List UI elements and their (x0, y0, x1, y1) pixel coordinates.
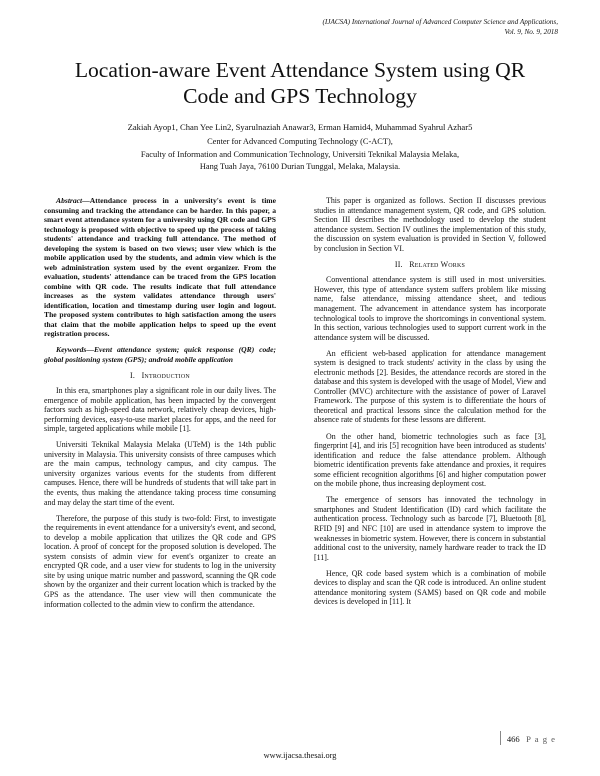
right-column (314, 196, 546, 613)
page-number-value: 466 (506, 734, 520, 744)
section-number: I. (130, 370, 136, 380)
title-line-2: Code and GPS Technology (183, 84, 417, 108)
title-line-1: Location-aware Event Attendance System using QR (74, 58, 526, 82)
section-heading-related-works (314, 260, 546, 270)
page-label: P a g e (526, 734, 556, 744)
paragraph: The emergence of sensors has innovated the technology in smartphones and Student Identification (ID) card which facilitate the authentication process. Technology such as barcode [7], Bluetooth [8], RFID [9] and NFC [10] are used in attendance system to improve the weaknesses in biometric system. However, there is concern in substantial additional cost to the university, namely hardware reader to track the ID [11]. (314, 495, 546, 562)
affiliation-line-2: Faculty of Information and Communication Technology, Universiti Teknikal Malaysia Melaka, (140, 149, 460, 159)
journal-name: (IJACSA) International Journal of Advanced Computer Science and Applications, (322, 18, 558, 26)
paragraph: An efficient web-based application for attendance management system is designed to track students' activity in the class by using the electronic methods [2]. Besides, the attendance records are stored in the database and this system is developed with the usage of Model, View and Controller (MVC) architecture with the assistance of power of Laravel Framework. The purpose of this system is to differentiate the hours of theoretical and practical lessons since the calculation method for the absence rate of students for these lessons are different. (314, 348, 546, 425)
paragraph: In this era, smartphones play a significant role in our daily lives. The emergence of mobile application, has been impacted by the convergent factors such as high-speed data network, relatively cheap devices, high-performing devices, easy-to-use market places for apps, and the need for simple, targeted applications while mobile [1]. (44, 386, 276, 434)
paragraph: Therefore, the purpose of this study is two-fold: First, to investigate the requirements in event attendance for a university's event, and second, to develop a mobile application that utilizes the QR code and GPS location. A proof of concept for the proposed solution is developed. The system consists of admin view for event's organizer to create an encrypted QR code, and a user view for students to log in the university site by using unique matric number and password, scanning the QR code shown by the organizer and their current location which is tracked by the GPS as the attendance. The user view will then communicate the information collected to the admin view to confirm the attendance. (44, 513, 276, 609)
left-column (44, 196, 276, 616)
paper-title (40, 57, 560, 109)
page-number (507, 734, 556, 744)
footer-url[interactable]: www.ijacsa.thesai.org (263, 751, 337, 760)
journal-volume: Vol. 9, No. 9, 2018 (504, 27, 558, 36)
paragraph: On the other hand, biometric technologies such as face [3], fingerprint [4], and iris [5] recognition have been introduced as students' identification and reduce the false attendance problem. Although biometric identification prevents fake attendance and proxies, it requires some efficient recognition algorithms [6] and higher computation power on the mobile phone, thus increasing deployment cost. (314, 431, 546, 489)
paragraph: This paper is organized as follows. Section II discusses previous studies in attendance management system, QR code, and GPS solution. Section III describes the methodology used to develop the student attendance system. Section IV outlines the implementation of this study, the discussion on system evaluation is provided in Section V, followed by conclusion in Section VI. (314, 196, 546, 253)
journal-header (198, 18, 558, 37)
paragraph: Conventional attendance system is still used in most universities. However, this type of attendance system suffers problem like missing name, false attendance, missing attendance sheet, and tedious management. The advancement in attendance system has incorporate technological tools to improve the shortcomings in conventional system. In this section, various technologies used to support current work in the attendance system will be discussed. (314, 275, 546, 342)
section-number: II. (394, 259, 403, 269)
affiliation-line-3: Hang Tuah Jaya, 76100 Durian Tunggal, Melaka, Malaysia. (199, 162, 401, 172)
keywords: Keywords—Event attendance system; quick response (QR) code; global positioning system (GPS); android mobile application (44, 345, 276, 364)
affiliation (40, 136, 560, 174)
abstract (44, 196, 276, 339)
paragraph: Hence, QR code based system which is a combination of mobile devices to display and scan the QR code is introduced. An online student attendance monitoring system (SAMS) based on QR code and mobile devices is developed in [11]. It (314, 568, 546, 607)
section-title: Related Works (409, 259, 466, 269)
page-number-divider (500, 731, 501, 745)
abstract-label: Abstract (56, 196, 83, 205)
paragraph: Universiti Teknikal Malaysia Melaka (UTeM) is the 14th public university in Malaysia. This university consists of three campuses which are the main campus, technology campus, and city campus. The university organizes various events for the students from different campuses. Hence, there will be hundreds of students that will take part in the events, thus making the attendance taking process time consuming and may delay the start time of the event. (44, 440, 276, 507)
section-title: Introduction (141, 370, 190, 380)
section-heading-introduction (44, 371, 276, 381)
author-list: Zakiah Ayop1, Chan Yee Lin2, Syarulnaziah Anawar3, Erman Hamid4, Muhammad Syahrul Azhar5 (127, 122, 473, 132)
abstract-text: —Attendance process in a university's event is time consuming and tracking the attendance can be harder. In this paper, a smart event attendance system for a university using QR code and GPS technology is proposed with objective to speed up the process of taking students' attendance and tracking full attendance. The method of developing the system is based on two views; user view which is the mobile application used by the students, and admin view which is the web administration system used by the event organizer. From the evaluation, students' attendance can be traced from the GPS location combine with QR code. The results indicate that full attendance increases as the system validates attendance through users' identification, location and timestamp during user login and logout. The proposed system contributes to high satisfaction among the users that claim that the mobile application helps to speed up the event registration process. (44, 196, 276, 338)
affiliation-line-1: Center for Advanced Computing Technology (C-ACT), (207, 137, 393, 146)
